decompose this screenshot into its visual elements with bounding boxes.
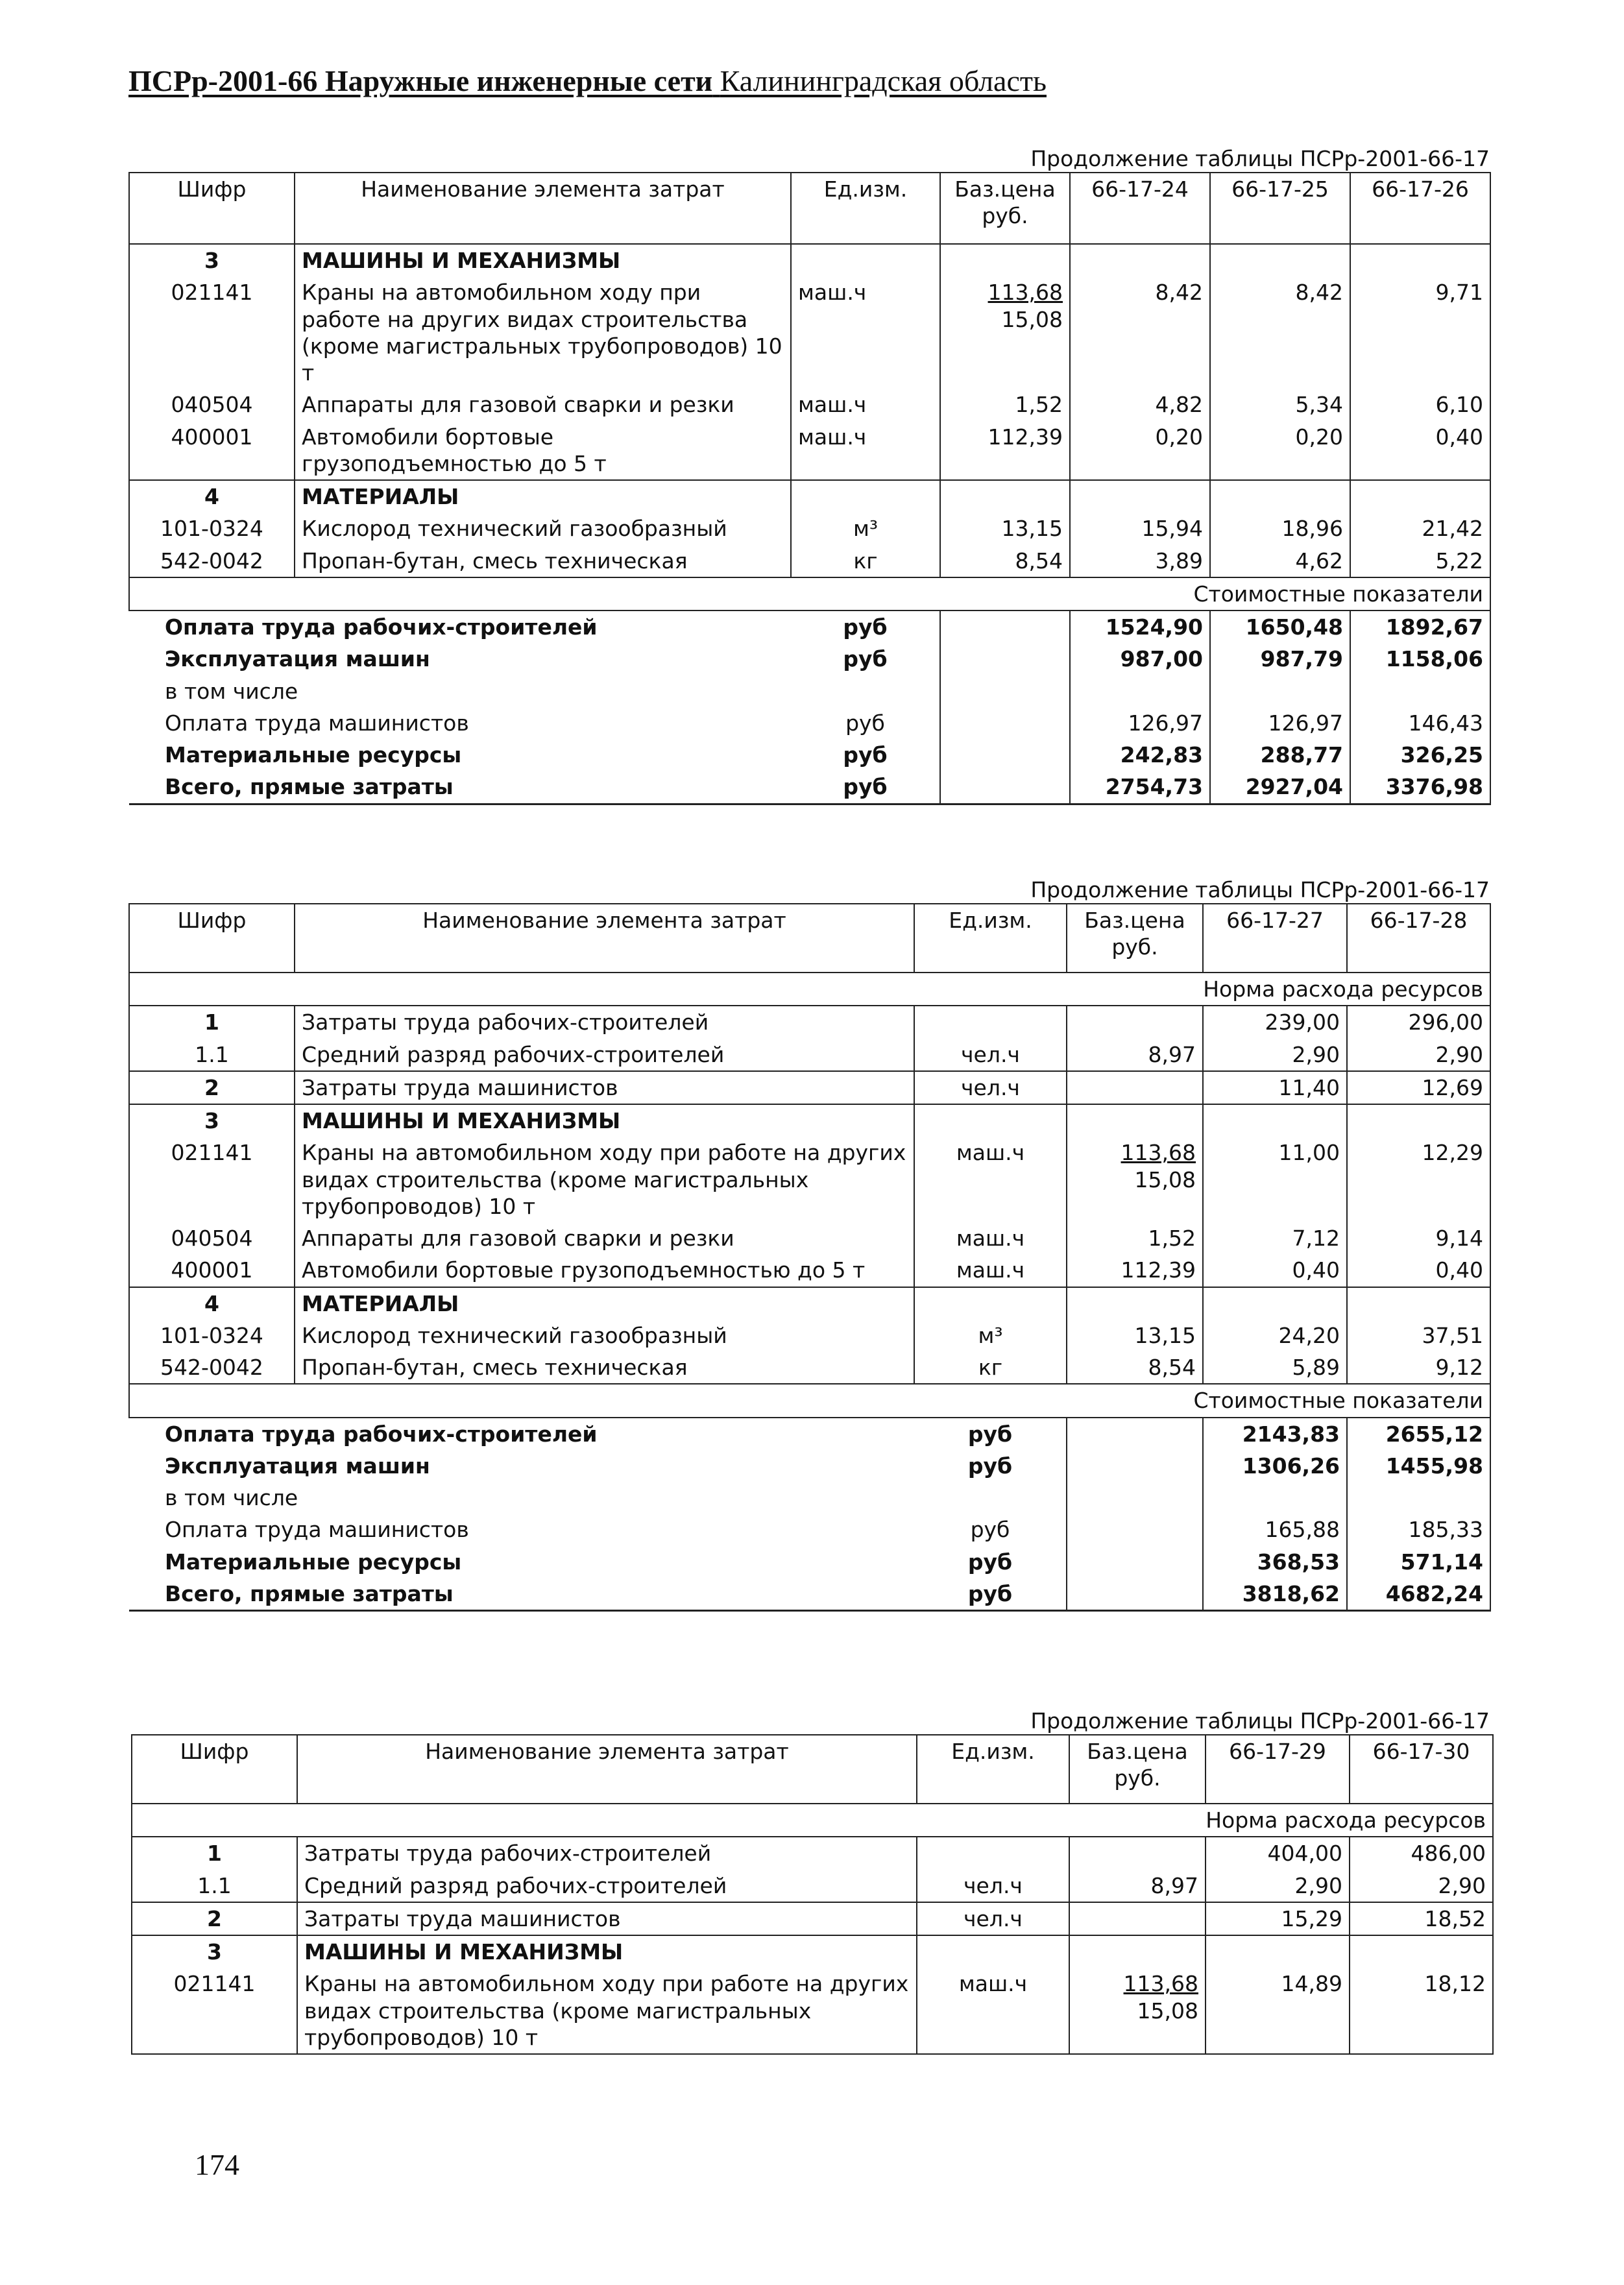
- summary-value: 3376,98: [1350, 771, 1490, 804]
- table-row: [129, 1351, 1490, 1384]
- row-value: 15,94: [1070, 513, 1210, 544]
- summary-value: 987,00: [1070, 643, 1210, 675]
- row-code: 2: [129, 1071, 295, 1104]
- col-price: Баз.цена руб.: [940, 173, 1070, 244]
- table-row: [132, 1968, 1493, 2054]
- table-row: [129, 1320, 1490, 1351]
- row-code: 1.1: [132, 1870, 297, 1902]
- row-code: 2: [132, 1902, 297, 1935]
- summary-value: 2655,12: [1347, 1418, 1490, 1450]
- continuation-label-2: Продолжение таблицы ПСРр-2001-66-17: [1030, 877, 1490, 902]
- col-norm: 66-17-26: [1350, 173, 1490, 244]
- row-value: 3,89: [1070, 545, 1210, 577]
- row-unit: маш.ч: [914, 1137, 1067, 1222]
- row-value: 9,71: [1350, 276, 1490, 389]
- row-unit: маш.ч: [791, 276, 940, 389]
- row-unit: маш.ч: [914, 1222, 1067, 1254]
- col-unit: Ед.изм.: [791, 173, 940, 244]
- page-number: 174: [195, 2148, 239, 2181]
- summary-row: [129, 611, 1490, 643]
- summary-label: Оплата труда машинистов: [165, 1517, 469, 1543]
- row-value: 9,12: [1347, 1351, 1490, 1384]
- row-unit: м³: [791, 513, 940, 544]
- summary-value: 987,79: [1210, 643, 1350, 675]
- row-price: [1067, 1137, 1203, 1222]
- summary-row: [129, 771, 1490, 804]
- summary-row: [129, 675, 1490, 707]
- section-row: [129, 244, 1490, 276]
- row-value: 4,62: [1210, 545, 1350, 577]
- row-value: 6,10: [1350, 389, 1490, 420]
- row-value: 4,82: [1070, 389, 1210, 420]
- summary-label: Всего, прямые затраты: [129, 1578, 914, 1611]
- row-value: 0,20: [1210, 421, 1350, 481]
- summary-value: 242,83: [1070, 739, 1210, 771]
- col-unit: Ед.изм.: [914, 904, 1067, 973]
- table-row: [129, 1039, 1490, 1071]
- norm-banner: Норма расхода ресурсов: [132, 1804, 1493, 1837]
- row-value: 9,14: [1347, 1222, 1490, 1254]
- section-row: [129, 1287, 1490, 1320]
- row-price: 112,39: [940, 421, 1070, 481]
- row-name: Затраты труда машинистов: [295, 1071, 914, 1104]
- section-title: МАШИНЫ И МЕХАНИЗМЫ: [295, 1104, 914, 1137]
- row-value: 12,29: [1347, 1137, 1490, 1222]
- price-bottom: 15,08: [1001, 306, 1063, 332]
- summary-value: 1455,98: [1347, 1450, 1490, 1482]
- summary-value: 185,33: [1347, 1514, 1490, 1545]
- summary-unit: руб: [791, 611, 940, 643]
- row-unit: м³: [914, 1320, 1067, 1351]
- summary-label: в том числе: [165, 1485, 298, 1510]
- row-name: Краны на автомобильном ходу при работе на других видах строительства (кроме магистральных трубопроводов) 10 т: [295, 1137, 914, 1222]
- row-value: 37,51: [1347, 1320, 1490, 1351]
- summary-value: 2143,83: [1203, 1418, 1347, 1450]
- table-row: [132, 1902, 1493, 1935]
- summary-label: Всего, прямые затраты: [129, 771, 791, 804]
- row-code: 400001: [129, 421, 295, 481]
- row-value: 8,42: [1070, 276, 1210, 389]
- col-norm: 66-17-28: [1347, 904, 1490, 973]
- summary-label: в том числе: [165, 678, 298, 704]
- summary-value: 146,43: [1350, 707, 1490, 739]
- row-name: Затраты труда рабочих-строителей: [297, 1837, 917, 1869]
- table-row: [129, 1006, 1490, 1038]
- summary-value: 368,53: [1203, 1546, 1347, 1578]
- section-title: МАТЕРИАЛЫ: [295, 1287, 914, 1320]
- row-name: Кислород технический газообразный: [295, 1320, 914, 1351]
- section-row: [129, 480, 1490, 513]
- row-value: 0,40: [1347, 1254, 1490, 1287]
- row-name: Краны на автомобильном ходу при работе на других видах строительства (кроме магистральных трубопроводов) 10 т: [295, 276, 791, 389]
- cost-banner-row: [129, 1384, 1490, 1417]
- row-price: 1,52: [1067, 1222, 1203, 1254]
- row-value: 0,40: [1203, 1254, 1347, 1287]
- row-unit: чел.ч: [914, 1039, 1067, 1071]
- row-value: 404,00: [1206, 1837, 1350, 1869]
- section-row: [129, 1104, 1490, 1137]
- section-code: 3: [129, 244, 295, 276]
- row-unit: маш.ч: [791, 421, 940, 481]
- summary-value: 165,88: [1203, 1514, 1347, 1545]
- row-value: 0,40: [1350, 421, 1490, 481]
- summary-label: Оплата труда машинистов: [165, 710, 469, 736]
- summary-label: Эксплуатация машин: [165, 1453, 430, 1479]
- row-value: 24,20: [1203, 1320, 1347, 1351]
- row-value: 296,00: [1347, 1006, 1490, 1038]
- summary-value: 1158,06: [1350, 643, 1490, 675]
- row-name: Пропан-бутан, смесь техническая: [295, 1351, 914, 1384]
- row-name: Аппараты для газовой сварки и резки: [295, 1222, 914, 1254]
- row-code: 021141: [132, 1968, 297, 2054]
- table-row: [132, 1870, 1493, 1902]
- row-name: Автомобили бортовые грузоподъемностью до 5 т: [295, 1254, 914, 1287]
- row-code: 101-0324: [129, 1320, 295, 1351]
- table-row: [129, 1222, 1490, 1254]
- section-title: МАШИНЫ И МЕХАНИЗМЫ: [295, 244, 791, 276]
- resource-table-2: [128, 903, 1491, 1612]
- row-value: 18,52: [1350, 1902, 1493, 1935]
- summary-row: [129, 1482, 1490, 1514]
- table-row: [129, 513, 1490, 544]
- continuation-label-3: Продолжение таблицы ПСРр-2001-66-17: [1030, 1708, 1490, 1734]
- section-code: 3: [129, 1104, 295, 1137]
- cost-banner: Стоимостные показатели: [129, 1384, 1490, 1417]
- row-value: 239,00: [1203, 1006, 1347, 1038]
- row-unit: кг: [791, 545, 940, 577]
- row-name: Затраты труда рабочих-строителей: [295, 1006, 914, 1038]
- col-name: Наименование элемента затрат: [297, 1735, 917, 1804]
- summary-value: 1650,48: [1210, 611, 1350, 643]
- row-value: 14,89: [1206, 1968, 1350, 2054]
- section-code: 4: [129, 1287, 295, 1320]
- price-bottom: 15,08: [1134, 1167, 1196, 1192]
- row-code: 1: [129, 1006, 295, 1038]
- row-name: Краны на автомобильном ходу при работе на других видах строительства (кроме магистральных трубопроводов) 10 т: [297, 1968, 917, 2054]
- summary-row: [129, 643, 1490, 675]
- row-price: 8,97: [1067, 1039, 1203, 1071]
- row-name: Средний разряд рабочих-строителей: [297, 1870, 917, 1902]
- row-price: 8,54: [1067, 1351, 1203, 1384]
- table-row: [129, 276, 1490, 389]
- summary-unit: руб: [914, 1578, 1067, 1611]
- cost-banner: Стоимостные показатели: [129, 577, 1490, 611]
- row-name: Кислород технический газообразный: [295, 513, 791, 544]
- col-norm: 66-17-30: [1350, 1735, 1493, 1804]
- row-value: 11,00: [1203, 1137, 1347, 1222]
- row-price: 8,97: [1069, 1870, 1206, 1902]
- col-name: Наименование элемента затрат: [295, 904, 914, 973]
- summary-unit: руб: [967, 1549, 1013, 1575]
- row-unit: кг: [914, 1351, 1067, 1384]
- header-code-title: ПСРр-2001-66 Наружные инженерные сети: [128, 64, 713, 97]
- row-price: [940, 276, 1070, 389]
- col-norm: 66-17-24: [1070, 173, 1210, 244]
- col-code: Шифр: [129, 173, 295, 244]
- col-norm: 66-17-29: [1206, 1735, 1350, 1804]
- row-name: Аппараты для газовой сварки и резки: [295, 389, 791, 420]
- row-code: 021141: [129, 276, 295, 389]
- summary-unit: руб: [970, 1517, 1010, 1543]
- row-value: 18,12: [1350, 1968, 1493, 2054]
- norm-banner-row: [129, 973, 1490, 1006]
- section-code: 4: [129, 480, 295, 513]
- table-row: [129, 421, 1490, 481]
- summary-unit: руб: [914, 1418, 1067, 1450]
- table-row: [129, 1071, 1490, 1104]
- row-price: 112,39: [1067, 1254, 1203, 1287]
- summary-value: 1892,67: [1350, 611, 1490, 643]
- section-code: 3: [132, 1935, 297, 1968]
- summary-value: 126,97: [1070, 707, 1210, 739]
- summary-value: 4682,24: [1347, 1578, 1490, 1611]
- price-bottom: 15,08: [1137, 1998, 1198, 2024]
- page-header: [128, 64, 1047, 98]
- row-code: 040504: [129, 1222, 295, 1254]
- summary-label: Эксплуатация машин: [165, 646, 430, 672]
- summary-value: 3818,62: [1203, 1578, 1347, 1611]
- row-value: 12,69: [1347, 1071, 1490, 1104]
- table-header-row: [129, 173, 1490, 244]
- row-code: 021141: [129, 1137, 295, 1222]
- row-value: 486,00: [1350, 1837, 1493, 1869]
- row-unit: чел.ч: [914, 1071, 1067, 1104]
- summary-unit: руб: [967, 1453, 1013, 1479]
- table-row: [129, 545, 1490, 577]
- row-name: Автомобили бортовые грузоподъемностью до 5 т: [295, 421, 791, 481]
- header-region: Калининградская область: [720, 64, 1047, 97]
- row-code: 542-0042: [129, 1351, 295, 1384]
- summary-label: Оплата труда рабочих-строителей: [129, 611, 791, 643]
- col-norm: 66-17-27: [1203, 904, 1347, 973]
- row-value: 5,34: [1210, 389, 1350, 420]
- cost-banner-row: [129, 577, 1490, 611]
- summary-row: [129, 1514, 1490, 1545]
- row-code: 1.1: [129, 1039, 295, 1071]
- row-value: 2,90: [1206, 1870, 1350, 1902]
- price-top: 113,68: [988, 280, 1063, 306]
- summary-value: 571,14: [1347, 1546, 1490, 1578]
- col-code: Шифр: [129, 904, 295, 973]
- row-unit: маш.ч: [791, 389, 940, 420]
- norm-banner-row: [132, 1804, 1493, 1837]
- summary-label: Материальные ресурсы: [165, 742, 462, 768]
- row-value: 15,29: [1206, 1902, 1350, 1935]
- col-norm: 66-17-25: [1210, 173, 1350, 244]
- summary-value: 1524,90: [1070, 611, 1210, 643]
- resource-table-3: [131, 1734, 1494, 2055]
- row-price: [1069, 1968, 1206, 2054]
- section-title: МАШИНЫ И МЕХАНИЗМЫ: [297, 1935, 917, 1968]
- row-value: 0,20: [1070, 421, 1210, 481]
- table-row: [129, 1254, 1490, 1287]
- row-value: 2,90: [1203, 1039, 1347, 1071]
- row-code: 101-0324: [129, 513, 295, 544]
- row-code: 040504: [129, 389, 295, 420]
- row-value: 11,40: [1203, 1071, 1347, 1104]
- norm-banner: Норма расхода ресурсов: [129, 973, 1490, 1006]
- row-name: Пропан-бутан, смесь техническая: [295, 545, 791, 577]
- row-value: 2,90: [1347, 1039, 1490, 1071]
- resource-table-1: [128, 172, 1491, 805]
- table-header-row: [132, 1735, 1493, 1804]
- row-price: 8,54: [940, 545, 1070, 577]
- col-price: Баз.цена руб.: [1069, 1735, 1206, 1804]
- summary-row: [129, 1450, 1490, 1482]
- summary-row: [129, 707, 1490, 739]
- row-value: 21,42: [1350, 513, 1490, 544]
- summary-value: 326,25: [1350, 739, 1490, 771]
- col-price: Баз.цена руб.: [1067, 904, 1203, 973]
- row-value: 5,89: [1203, 1351, 1347, 1384]
- summary-label: Материальные ресурсы: [165, 1549, 462, 1575]
- summary-unit: руб: [791, 771, 940, 804]
- row-price: 13,15: [940, 513, 1070, 544]
- summary-row: [129, 739, 1490, 771]
- row-name: Затраты труда машинистов: [297, 1902, 917, 1935]
- row-unit: маш.ч: [917, 1968, 1069, 2054]
- price-top: 113,68: [1123, 1971, 1198, 1997]
- section-row: [132, 1935, 1493, 1968]
- row-unit: чел.ч: [917, 1902, 1069, 1935]
- row-value: 7,12: [1203, 1222, 1347, 1254]
- row-code: 400001: [129, 1254, 295, 1287]
- row-unit: чел.ч: [917, 1870, 1069, 1902]
- table-header-row: [129, 904, 1490, 973]
- summary-row: [129, 1418, 1490, 1450]
- summary-unit: руб: [843, 742, 888, 768]
- summary-unit: руб: [843, 646, 888, 672]
- continuation-label-1: Продолжение таблицы ПСРр-2001-66-17: [1030, 146, 1490, 171]
- row-value: 2,90: [1350, 1870, 1493, 1902]
- summary-label: Оплата труда рабочих-строителей: [129, 1418, 914, 1450]
- table-row: [129, 389, 1490, 420]
- row-code: 542-0042: [129, 545, 295, 577]
- row-value: 8,42: [1210, 276, 1350, 389]
- summary-value: 1306,26: [1203, 1450, 1347, 1482]
- section-title: МАТЕРИАЛЫ: [295, 480, 791, 513]
- summary-row: [129, 1578, 1490, 1611]
- summary-value: 126,97: [1210, 707, 1350, 739]
- row-value: 18,96: [1210, 513, 1350, 544]
- summary-value: 2754,73: [1070, 771, 1210, 804]
- price-top: 113,68: [1121, 1140, 1196, 1166]
- summary-row: [129, 1546, 1490, 1578]
- table-row: [132, 1837, 1493, 1869]
- row-name: Средний разряд рабочих-строителей: [295, 1039, 914, 1071]
- col-code: Шифр: [132, 1735, 297, 1804]
- row-unit: маш.ч: [914, 1254, 1067, 1287]
- table-row: [129, 1137, 1490, 1222]
- col-unit: Ед.изм.: [917, 1735, 1069, 1804]
- summary-value: 288,77: [1210, 739, 1350, 771]
- row-price: 1,52: [940, 389, 1070, 420]
- row-code: 1: [132, 1837, 297, 1869]
- summary-unit: руб: [845, 710, 885, 736]
- col-name: Наименование элемента затрат: [295, 173, 791, 244]
- row-price: 13,15: [1067, 1320, 1203, 1351]
- row-value: 5,22: [1350, 545, 1490, 577]
- summary-value: 2927,04: [1210, 771, 1350, 804]
